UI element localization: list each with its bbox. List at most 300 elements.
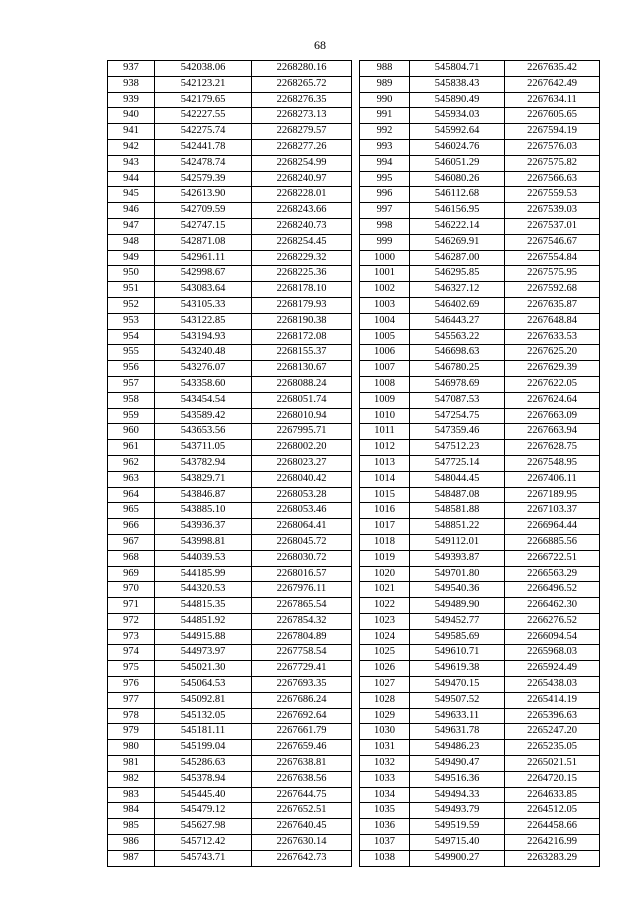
table-row [108, 76, 352, 92]
y-coordinate-cell: 2268179.93 [252, 297, 352, 313]
table-row [360, 598, 600, 614]
y-coordinate-cell: 2268040.42 [252, 471, 352, 487]
point-number-cell: 1013 [360, 455, 410, 471]
y-coordinate-cell: 2268155.37 [252, 345, 352, 361]
y-coordinate-cell: 2265247.20 [505, 724, 600, 740]
point-number-cell: 995 [360, 171, 410, 187]
table-row [360, 692, 600, 708]
y-coordinate-cell: 2267554.84 [505, 250, 600, 266]
point-number-cell: 1009 [360, 392, 410, 408]
y-coordinate-cell: 2268088.24 [252, 376, 352, 392]
table-row [360, 534, 600, 550]
table-row [360, 708, 600, 724]
y-coordinate-cell: 2266094.54 [505, 629, 600, 645]
table-row [108, 740, 352, 756]
point-number-cell: 1000 [360, 250, 410, 266]
x-coordinate-cell: 543122.85 [155, 313, 252, 329]
table-row [108, 282, 352, 298]
x-coordinate-cell: 546080.26 [410, 171, 505, 187]
point-number-cell: 951 [108, 282, 155, 298]
table-row [108, 661, 352, 677]
point-number-cell: 975 [108, 661, 155, 677]
point-number-cell: 991 [360, 108, 410, 124]
y-coordinate-cell: 2265396.63 [505, 708, 600, 724]
y-coordinate-cell: 2267576.03 [505, 139, 600, 155]
y-coordinate-cell: 2268276.35 [252, 92, 352, 108]
point-number-cell: 1031 [360, 740, 410, 756]
table-row [108, 724, 352, 740]
table-row [360, 471, 600, 487]
x-coordinate-cell: 549470.15 [410, 677, 505, 693]
x-coordinate-cell: 549701.80 [410, 566, 505, 582]
table-row [360, 376, 600, 392]
point-number-cell: 950 [108, 266, 155, 282]
x-coordinate-cell: 545378.94 [155, 771, 252, 787]
y-coordinate-cell: 2267575.95 [505, 266, 600, 282]
table-row [108, 629, 352, 645]
x-coordinate-cell: 543454.54 [155, 392, 252, 408]
table-row [360, 329, 600, 345]
x-coordinate-cell: 542998.67 [155, 266, 252, 282]
y-coordinate-cell: 2267652.51 [252, 803, 352, 819]
y-coordinate-cell: 2268178.10 [252, 282, 352, 298]
table-row [108, 582, 352, 598]
x-coordinate-cell: 548044.45 [410, 471, 505, 487]
table-row [108, 803, 352, 819]
y-coordinate-cell: 2268053.28 [252, 487, 352, 503]
point-number-cell: 1036 [360, 819, 410, 835]
y-coordinate-cell: 2265235.05 [505, 740, 600, 756]
x-coordinate-cell: 549631.78 [410, 724, 505, 740]
table-row [360, 850, 600, 866]
table-row [108, 503, 352, 519]
y-coordinate-cell: 2266496.52 [505, 582, 600, 598]
x-coordinate-cell: 542613.90 [155, 187, 252, 203]
x-coordinate-cell: 545712.42 [155, 835, 252, 851]
point-number-cell: 966 [108, 519, 155, 535]
point-number-cell: 1011 [360, 424, 410, 440]
table-row [108, 566, 352, 582]
x-coordinate-cell: 549452.77 [410, 613, 505, 629]
point-number-cell: 1023 [360, 613, 410, 629]
x-coordinate-cell: 546295.85 [410, 266, 505, 282]
y-coordinate-cell: 2268240.73 [252, 218, 352, 234]
y-coordinate-cell: 2267546.67 [505, 234, 600, 250]
x-coordinate-cell: 549112.01 [410, 534, 505, 550]
point-number-cell: 986 [108, 835, 155, 851]
x-coordinate-cell: 549516.36 [410, 771, 505, 787]
point-number-cell: 973 [108, 629, 155, 645]
x-coordinate-cell: 549610.71 [410, 645, 505, 661]
table-row [108, 61, 352, 77]
x-coordinate-cell: 542871.08 [155, 234, 252, 250]
point-number-cell: 1035 [360, 803, 410, 819]
x-coordinate-cell: 543782.94 [155, 455, 252, 471]
x-coordinate-cell: 546112.68 [410, 187, 505, 203]
point-number-cell: 1024 [360, 629, 410, 645]
table-row [360, 361, 600, 377]
point-number-cell: 1022 [360, 598, 410, 614]
x-coordinate-cell: 549900.27 [410, 850, 505, 866]
y-coordinate-cell: 2268023.27 [252, 455, 352, 471]
x-coordinate-cell: 548487.08 [410, 487, 505, 503]
y-coordinate-cell: 2265021.51 [505, 756, 600, 772]
y-coordinate-cell: 2267189.95 [505, 487, 600, 503]
table-row [360, 566, 600, 582]
y-coordinate-cell: 2267630.14 [252, 835, 352, 851]
point-number-cell: 977 [108, 692, 155, 708]
x-coordinate-cell: 544185.99 [155, 566, 252, 582]
y-coordinate-cell: 2267638.56 [252, 771, 352, 787]
coordinates-table-left [107, 60, 352, 867]
point-number-cell: 979 [108, 724, 155, 740]
y-coordinate-cell: 2268190.38 [252, 313, 352, 329]
table-row [108, 218, 352, 234]
y-coordinate-cell: 2265968.03 [505, 645, 600, 661]
point-number-cell: 945 [108, 187, 155, 203]
point-number-cell: 942 [108, 139, 155, 155]
x-coordinate-cell: 544973.97 [155, 645, 252, 661]
point-number-cell: 1010 [360, 408, 410, 424]
x-coordinate-cell: 549619.38 [410, 661, 505, 677]
x-coordinate-cell: 542961.11 [155, 250, 252, 266]
y-coordinate-cell: 2267592.68 [505, 282, 600, 298]
y-coordinate-cell: 2267642.73 [252, 850, 352, 866]
x-coordinate-cell: 546024.76 [410, 139, 505, 155]
x-coordinate-cell: 546698.63 [410, 345, 505, 361]
table-row [108, 329, 352, 345]
point-number-cell: 1027 [360, 677, 410, 693]
x-coordinate-cell: 543105.33 [155, 297, 252, 313]
table-row [108, 297, 352, 313]
x-coordinate-cell: 545838.43 [410, 76, 505, 92]
table-row [108, 171, 352, 187]
x-coordinate-cell: 549585.69 [410, 629, 505, 645]
y-coordinate-cell: 2266885.56 [505, 534, 600, 550]
point-number-cell: 990 [360, 92, 410, 108]
table-row [360, 550, 600, 566]
y-coordinate-cell: 2268254.99 [252, 155, 352, 171]
x-coordinate-cell: 544851.92 [155, 613, 252, 629]
y-coordinate-cell: 2267640.45 [252, 819, 352, 835]
table-row [108, 819, 352, 835]
point-number-cell: 976 [108, 677, 155, 693]
table-row [360, 629, 600, 645]
y-coordinate-cell: 2267686.24 [252, 692, 352, 708]
table-row [360, 218, 600, 234]
point-number-cell: 989 [360, 76, 410, 92]
y-coordinate-cell: 2267624.64 [505, 392, 600, 408]
table-row [360, 787, 600, 803]
table-row [360, 392, 600, 408]
x-coordinate-cell: 543885.10 [155, 503, 252, 519]
y-coordinate-cell: 2268064.41 [252, 519, 352, 535]
table-row [108, 108, 352, 124]
table-row [108, 645, 352, 661]
table-row [108, 771, 352, 787]
y-coordinate-cell: 2263283.29 [505, 850, 600, 866]
table-row [360, 487, 600, 503]
table-row [108, 313, 352, 329]
x-coordinate-cell: 549519.59 [410, 819, 505, 835]
point-number-cell: 959 [108, 408, 155, 424]
table-row [108, 440, 352, 456]
x-coordinate-cell: 542179.65 [155, 92, 252, 108]
point-number-cell: 1028 [360, 692, 410, 708]
y-coordinate-cell: 2267634.11 [505, 92, 600, 108]
x-coordinate-cell: 542441.78 [155, 139, 252, 155]
y-coordinate-cell: 2267628.75 [505, 440, 600, 456]
x-coordinate-cell: 542038.06 [155, 61, 252, 77]
point-number-cell: 952 [108, 297, 155, 313]
point-number-cell: 955 [108, 345, 155, 361]
table-row [360, 108, 600, 124]
point-number-cell: 1029 [360, 708, 410, 724]
x-coordinate-cell: 545743.71 [155, 850, 252, 866]
point-number-cell: 1015 [360, 487, 410, 503]
point-number-cell: 972 [108, 613, 155, 629]
table-row [108, 487, 352, 503]
point-number-cell: 1005 [360, 329, 410, 345]
y-coordinate-cell: 2267804.89 [252, 629, 352, 645]
point-number-cell: 985 [108, 819, 155, 835]
point-number-cell: 1026 [360, 661, 410, 677]
x-coordinate-cell: 549494.33 [410, 787, 505, 803]
point-number-cell: 962 [108, 455, 155, 471]
x-coordinate-cell: 543711.05 [155, 440, 252, 456]
table-row [360, 724, 600, 740]
point-number-cell: 961 [108, 440, 155, 456]
y-coordinate-cell: 2268279.57 [252, 124, 352, 140]
x-coordinate-cell: 546402.69 [410, 297, 505, 313]
y-coordinate-cell: 2268240.97 [252, 171, 352, 187]
x-coordinate-cell: 545132.05 [155, 708, 252, 724]
page-number: 68 [314, 38, 326, 52]
x-coordinate-cell: 546287.00 [410, 250, 505, 266]
x-coordinate-cell: 542709.59 [155, 203, 252, 219]
x-coordinate-cell: 548851.22 [410, 519, 505, 535]
y-coordinate-cell: 2268051.74 [252, 392, 352, 408]
table-row [108, 155, 352, 171]
x-coordinate-cell: 543653.56 [155, 424, 252, 440]
point-number-cell: 988 [360, 61, 410, 77]
point-number-cell: 1012 [360, 440, 410, 456]
y-coordinate-cell: 2267539.03 [505, 203, 600, 219]
y-coordinate-cell: 2264720.15 [505, 771, 600, 787]
point-number-cell: 996 [360, 187, 410, 203]
table-row [360, 424, 600, 440]
table-row [360, 250, 600, 266]
point-number-cell: 967 [108, 534, 155, 550]
y-coordinate-cell: 2265438.03 [505, 677, 600, 693]
point-number-cell: 1001 [360, 266, 410, 282]
y-coordinate-cell: 2267663.09 [505, 408, 600, 424]
table-row [108, 234, 352, 250]
y-coordinate-cell: 2264512.05 [505, 803, 600, 819]
table-row [360, 203, 600, 219]
table-row [108, 677, 352, 693]
x-coordinate-cell: 549507.52 [410, 692, 505, 708]
y-coordinate-cell: 2267661.79 [252, 724, 352, 740]
y-coordinate-cell: 2267854.32 [252, 613, 352, 629]
table-row [360, 345, 600, 361]
y-coordinate-cell: 2268273.13 [252, 108, 352, 124]
x-coordinate-cell: 542275.74 [155, 124, 252, 140]
point-number-cell: 1014 [360, 471, 410, 487]
table-row [108, 124, 352, 140]
x-coordinate-cell: 544915.88 [155, 629, 252, 645]
y-coordinate-cell: 2266722.51 [505, 550, 600, 566]
y-coordinate-cell: 2267635.42 [505, 61, 600, 77]
table-row [360, 740, 600, 756]
table-row [360, 819, 600, 835]
x-coordinate-cell: 547087.53 [410, 392, 505, 408]
x-coordinate-cell: 545445.40 [155, 787, 252, 803]
point-number-cell: 1016 [360, 503, 410, 519]
point-number-cell: 949 [108, 250, 155, 266]
y-coordinate-cell: 2267729.41 [252, 661, 352, 677]
x-coordinate-cell: 545181.11 [155, 724, 252, 740]
y-coordinate-cell: 2268010.94 [252, 408, 352, 424]
x-coordinate-cell: 543829.71 [155, 471, 252, 487]
y-coordinate-cell: 2267633.53 [505, 329, 600, 345]
y-coordinate-cell: 2267663.94 [505, 424, 600, 440]
x-coordinate-cell: 546443.27 [410, 313, 505, 329]
point-number-cell: 993 [360, 139, 410, 155]
x-coordinate-cell: 549489.90 [410, 598, 505, 614]
x-coordinate-cell: 547512.23 [410, 440, 505, 456]
x-coordinate-cell: 545064.53 [155, 677, 252, 693]
table-row [360, 613, 600, 629]
x-coordinate-cell: 546051.29 [410, 155, 505, 171]
point-number-cell: 1006 [360, 345, 410, 361]
point-number-cell: 940 [108, 108, 155, 124]
table-row [108, 408, 352, 424]
y-coordinate-cell: 2268280.16 [252, 61, 352, 77]
point-number-cell: 968 [108, 550, 155, 566]
y-coordinate-cell: 2267995.71 [252, 424, 352, 440]
point-number-cell: 974 [108, 645, 155, 661]
x-coordinate-cell: 542478.74 [155, 155, 252, 171]
point-number-cell: 1018 [360, 534, 410, 550]
table-row [360, 234, 600, 250]
x-coordinate-cell: 546156.95 [410, 203, 505, 219]
table-row [108, 471, 352, 487]
x-coordinate-cell: 542579.39 [155, 171, 252, 187]
x-coordinate-cell: 544815.35 [155, 598, 252, 614]
y-coordinate-cell: 2267635.87 [505, 297, 600, 313]
point-number-cell: 999 [360, 234, 410, 250]
x-coordinate-cell: 545804.71 [410, 61, 505, 77]
point-number-cell: 1007 [360, 361, 410, 377]
point-number-cell: 960 [108, 424, 155, 440]
y-coordinate-cell: 2268002.20 [252, 440, 352, 456]
y-coordinate-cell: 2267559.53 [505, 187, 600, 203]
table-row [108, 361, 352, 377]
y-coordinate-cell: 2268053.46 [252, 503, 352, 519]
y-coordinate-cell: 2268172.08 [252, 329, 352, 345]
table-row [108, 787, 352, 803]
table-row [360, 92, 600, 108]
x-coordinate-cell: 543936.37 [155, 519, 252, 535]
point-number-cell: 1002 [360, 282, 410, 298]
point-number-cell: 956 [108, 361, 155, 377]
x-coordinate-cell: 543240.48 [155, 345, 252, 361]
y-coordinate-cell: 2267566.63 [505, 171, 600, 187]
y-coordinate-cell: 2267103.37 [505, 503, 600, 519]
y-coordinate-cell: 2266563.29 [505, 566, 600, 582]
y-coordinate-cell: 2267537.01 [505, 218, 600, 234]
point-number-cell: 1030 [360, 724, 410, 740]
x-coordinate-cell: 542227.55 [155, 108, 252, 124]
y-coordinate-cell: 2267644.75 [252, 787, 352, 803]
table-row [360, 76, 600, 92]
y-coordinate-cell: 2268225.36 [252, 266, 352, 282]
table-row [108, 424, 352, 440]
x-coordinate-cell: 543358.60 [155, 376, 252, 392]
table-row [360, 455, 600, 471]
y-coordinate-cell: 2267642.49 [505, 76, 600, 92]
table-row [108, 692, 352, 708]
x-coordinate-cell: 548581.88 [410, 503, 505, 519]
point-number-cell: 984 [108, 803, 155, 819]
x-coordinate-cell: 549633.11 [410, 708, 505, 724]
table-row [108, 92, 352, 108]
x-coordinate-cell: 545479.12 [155, 803, 252, 819]
point-number-cell: 957 [108, 376, 155, 392]
y-coordinate-cell: 2268229.32 [252, 250, 352, 266]
table-row [360, 61, 600, 77]
point-number-cell: 947 [108, 218, 155, 234]
y-coordinate-cell: 2268130.67 [252, 361, 352, 377]
point-number-cell: 964 [108, 487, 155, 503]
y-coordinate-cell: 2268254.45 [252, 234, 352, 250]
y-coordinate-cell: 2268243.66 [252, 203, 352, 219]
point-number-cell: 987 [108, 850, 155, 866]
table-row [360, 139, 600, 155]
point-number-cell: 980 [108, 740, 155, 756]
table-row [108, 139, 352, 155]
x-coordinate-cell: 546327.12 [410, 282, 505, 298]
x-coordinate-cell: 549540.36 [410, 582, 505, 598]
x-coordinate-cell: 543083.64 [155, 282, 252, 298]
y-coordinate-cell: 2267406.11 [505, 471, 600, 487]
table-row [360, 155, 600, 171]
table-row [108, 187, 352, 203]
point-number-cell: 971 [108, 598, 155, 614]
table-row [360, 187, 600, 203]
y-coordinate-cell: 2268030.72 [252, 550, 352, 566]
y-coordinate-cell: 2268228.01 [252, 187, 352, 203]
y-coordinate-cell: 2267659.46 [252, 740, 352, 756]
point-number-cell: 997 [360, 203, 410, 219]
point-number-cell: 992 [360, 124, 410, 140]
point-number-cell: 1034 [360, 787, 410, 803]
point-number-cell: 943 [108, 155, 155, 171]
point-number-cell: 937 [108, 61, 155, 77]
table-row [360, 771, 600, 787]
y-coordinate-cell: 2267865.54 [252, 598, 352, 614]
y-coordinate-cell: 2267548.95 [505, 455, 600, 471]
y-coordinate-cell: 2265414.19 [505, 692, 600, 708]
x-coordinate-cell: 543846.87 [155, 487, 252, 503]
y-coordinate-cell: 2266462.30 [505, 598, 600, 614]
table-row [360, 677, 600, 693]
x-coordinate-cell: 545021.30 [155, 661, 252, 677]
x-coordinate-cell: 545627.98 [155, 819, 252, 835]
x-coordinate-cell: 547254.75 [410, 408, 505, 424]
x-coordinate-cell: 545563.22 [410, 329, 505, 345]
